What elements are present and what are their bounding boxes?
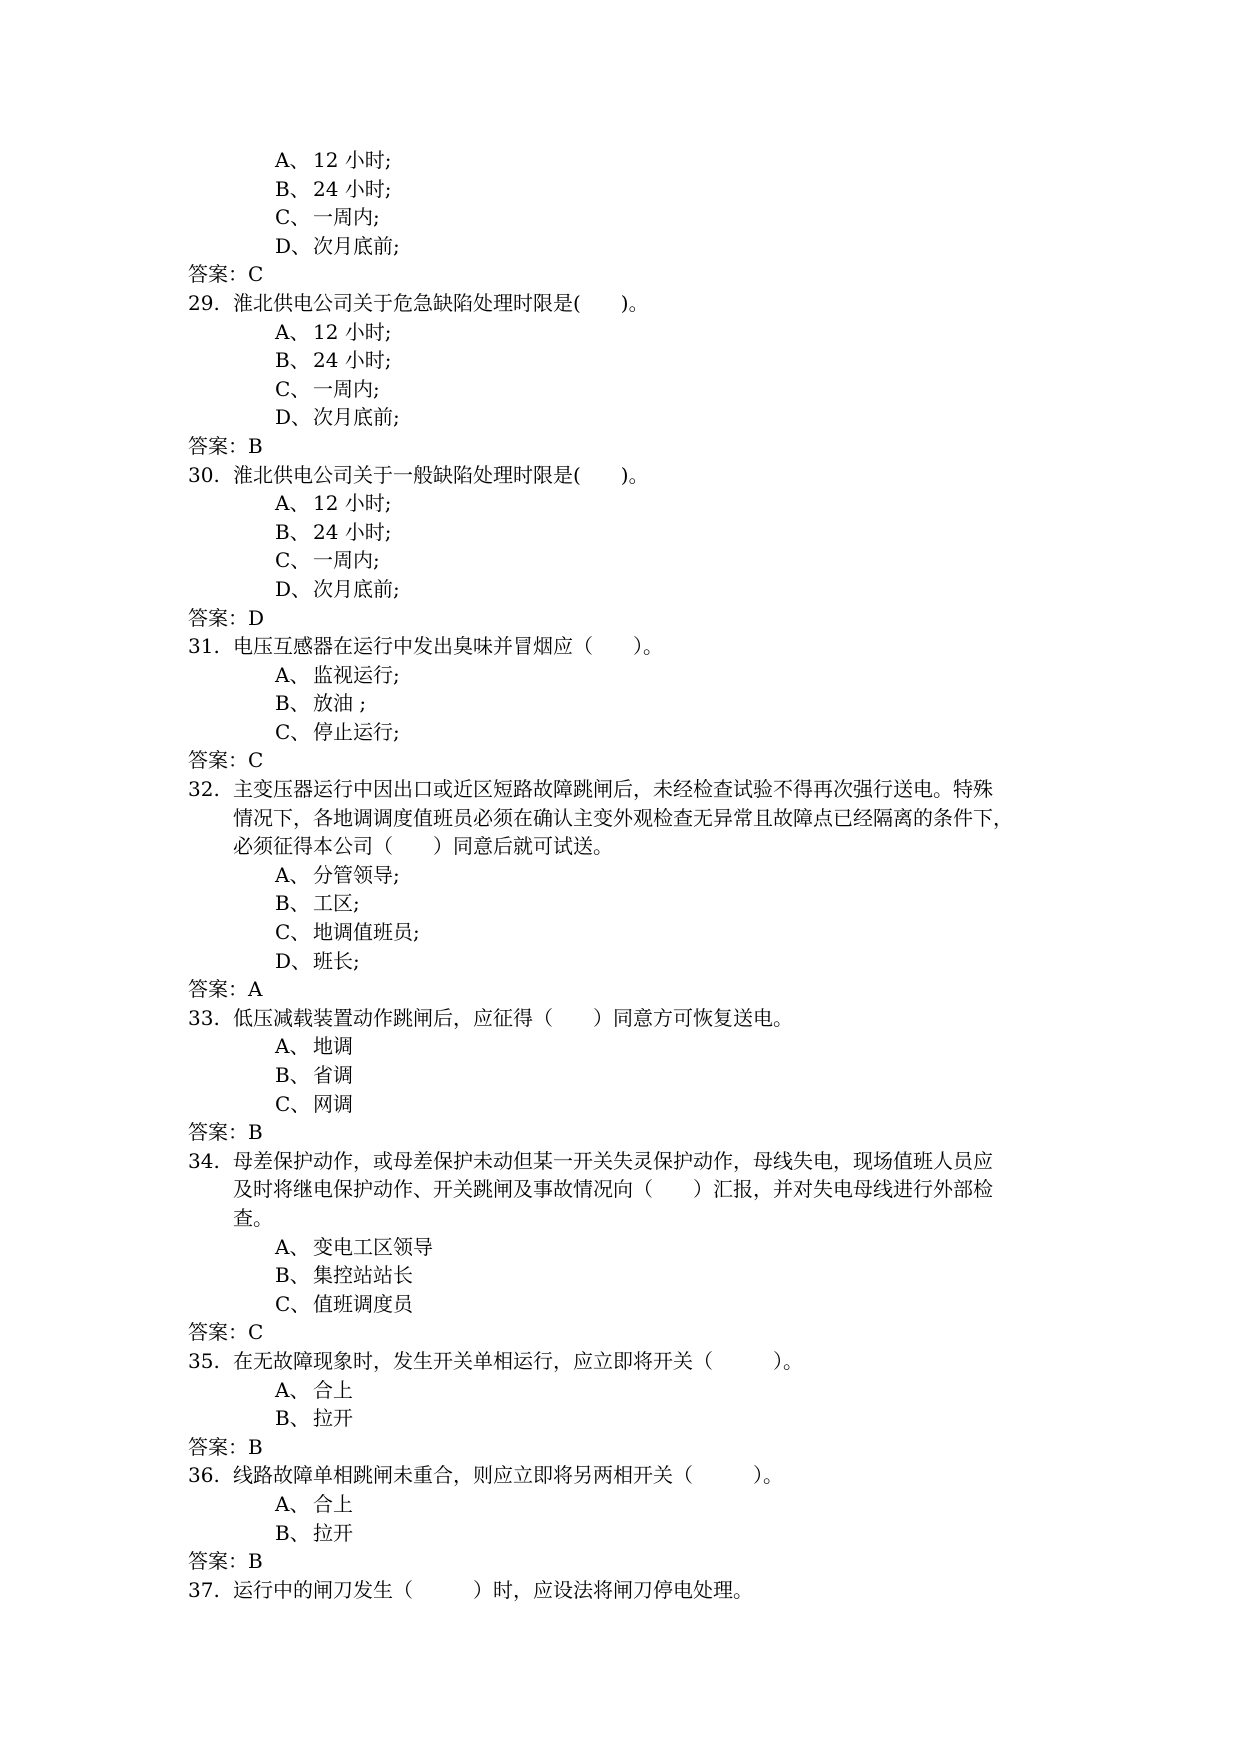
option-text: 地调 <box>313 1034 353 1059</box>
question-35 <box>0 1347 1241 1461</box>
option-line <box>0 232 1241 261</box>
option-letter: A、 <box>275 1377 310 1402</box>
question-number: 37. <box>188 1577 220 1602</box>
question-text: 运行中的闸刀发生（ ）时，应设法将闸刀停电处理。 <box>233 1577 753 1602</box>
option-text: 合上 <box>313 1377 353 1402</box>
question-text: 电压互感器在运行中发出臭味并冒烟应（ ）。 <box>233 634 663 659</box>
question-continuation: 情况下，各地调调度值班员必须在确认主变外观检查无异常且故障点已经隔离的条件下， <box>233 805 1013 830</box>
option-line <box>0 1519 1241 1548</box>
option-letter: A、 <box>275 662 310 687</box>
option-line <box>0 175 1241 204</box>
option-line <box>0 1090 1241 1119</box>
option-text: 24 小时; <box>313 176 392 201</box>
question-number: 31. <box>188 634 220 659</box>
option-letter: D、 <box>275 576 312 601</box>
option-text: 集控站站长 <box>313 1263 413 1288</box>
option-text: 值班调度员 <box>313 1291 413 1316</box>
answer-line: 答案：B <box>188 1434 263 1459</box>
option-letter: A、 <box>275 862 310 887</box>
option-letter: B、 <box>275 519 310 544</box>
option-text: 一周内; <box>313 376 380 401</box>
question-text: 母差保护动作，或母差保护未动但某一开关失灵保护动作，母线失电，现场值班人员应 <box>233 1148 993 1173</box>
question-text: 淮北供电公司关于一般缺陷处理时限是( )。 <box>233 462 649 487</box>
option-text: 次月底前; <box>313 405 400 430</box>
option-text: 12 小时; <box>313 319 392 344</box>
question-number: 34. <box>188 1148 220 1173</box>
option-text: 拉开 <box>313 1406 353 1431</box>
option-letter: A、 <box>275 491 310 516</box>
option-letter: B、 <box>275 176 310 201</box>
question-37 <box>0 1576 1241 1605</box>
option-line <box>0 689 1241 718</box>
option-line <box>0 203 1241 232</box>
option-letter: A、 <box>275 1034 310 1059</box>
option-line <box>0 1233 1241 1262</box>
question-34 <box>0 1147 1241 1347</box>
option-line <box>0 718 1241 747</box>
option-letter: C、 <box>275 1091 311 1116</box>
option-line <box>0 146 1241 175</box>
question-36 <box>0 1461 1241 1575</box>
question-line <box>0 1347 1241 1376</box>
option-text: 工区; <box>313 891 360 916</box>
question-line <box>0 775 1241 804</box>
question-number: 32. <box>188 777 220 802</box>
question-line <box>0 461 1241 490</box>
option-line <box>0 346 1241 375</box>
option-line <box>0 518 1241 547</box>
option-letter: B、 <box>275 691 310 716</box>
top-options <box>0 146 1241 260</box>
option-line <box>0 546 1241 575</box>
option-letter: C、 <box>275 548 311 573</box>
question-line <box>0 1461 1241 1490</box>
option-letter: B、 <box>275 1520 310 1545</box>
question-33 <box>0 1004 1241 1147</box>
option-text: 地调值班员; <box>313 920 420 945</box>
question-number: 35. <box>188 1348 220 1373</box>
option-letter: C、 <box>275 920 311 945</box>
question-29 <box>0 289 1241 461</box>
answer-line: 答案：B <box>188 433 263 458</box>
answer-line: 答案：C <box>188 748 264 773</box>
option-text: 合上 <box>313 1491 353 1516</box>
option-text: 省调 <box>313 1063 353 1087</box>
option-letter: B、 <box>275 891 310 916</box>
question-line <box>0 632 1241 661</box>
option-text: 24 小时; <box>313 519 392 544</box>
question-text: 在无故障现象时，发生开关单相运行，应立即将开关（ ）。 <box>233 1348 803 1373</box>
option-letter: C、 <box>275 1291 311 1316</box>
question-line <box>0 1147 1241 1176</box>
question-30 <box>0 461 1241 633</box>
option-letter: A、 <box>275 1491 310 1516</box>
option-line <box>0 318 1241 347</box>
option-text: 监视运行; <box>313 662 400 687</box>
option-letter: C、 <box>275 205 311 230</box>
question-number: 33. <box>188 1005 220 1030</box>
option-letter: D、 <box>275 405 312 430</box>
question-line <box>0 1004 1241 1033</box>
question-line <box>0 1576 1241 1605</box>
option-text: 分管领导; <box>313 862 400 887</box>
question-text: 淮北供电公司关于危急缺陷处理时限是( )。 <box>233 290 649 315</box>
option-letter: D、 <box>275 233 312 258</box>
option-line <box>0 1032 1241 1061</box>
option-letter: B、 <box>275 1263 310 1288</box>
answer-line: 答案：C <box>188 1320 264 1345</box>
option-text: 一周内; <box>313 548 380 573</box>
option-line <box>0 1290 1241 1319</box>
option-line <box>0 1404 1241 1433</box>
question-continuation: 必须征得本公司（ ）同意后就可试送。 <box>233 834 613 859</box>
option-text: 网调 <box>313 1091 353 1116</box>
option-line <box>0 1061 1241 1090</box>
answer-line: 答案：C <box>188 262 264 287</box>
option-letter: D、 <box>275 948 312 973</box>
question-number: 29. <box>188 290 220 315</box>
option-letter: A、 <box>275 319 310 344</box>
option-line <box>0 1376 1241 1405</box>
question-text: 线路故障单相跳闸未重合，则应立即将另两相开关（ ）。 <box>233 1463 783 1488</box>
question-number: 30. <box>188 462 220 487</box>
question-text: 主变压器运行中因出口或近区短路故障跳闸后，未经检查试验不得再次强行送电。特殊 <box>233 777 993 802</box>
option-text: 24 小时; <box>313 348 392 373</box>
question-line <box>0 289 1241 318</box>
option-letter: B、 <box>275 1063 310 1087</box>
option-text: 变电工区领导 <box>313 1234 433 1259</box>
answer-line: 答案：D <box>188 605 265 630</box>
option-line <box>0 889 1241 918</box>
question-31 <box>0 632 1241 775</box>
option-letter: B、 <box>275 1406 310 1431</box>
option-text: 12 小时; <box>313 148 392 172</box>
option-text: 12 小时; <box>313 491 392 516</box>
question-32 <box>0 775 1241 1004</box>
question-continuation: 及时将继电保护动作、开关跳闸及事故情况向（ ）汇报，并对失电母线进行外部检 <box>233 1177 993 1202</box>
option-letter: C、 <box>275 719 311 744</box>
option-line <box>0 918 1241 947</box>
option-text: 放油 ; <box>313 691 367 716</box>
option-line <box>0 375 1241 404</box>
option-text: 次月底前; <box>313 233 400 258</box>
option-text: 停止运行; <box>313 719 400 744</box>
option-line <box>0 861 1241 890</box>
option-line <box>0 947 1241 976</box>
option-letter: A、 <box>275 148 310 172</box>
answer-line: 答案：A <box>188 977 263 1002</box>
option-text: 拉开 <box>313 1520 353 1545</box>
option-line <box>0 661 1241 690</box>
answer-line: 答案：B <box>188 1549 263 1574</box>
option-line <box>0 489 1241 518</box>
option-line <box>0 403 1241 432</box>
option-text: 一周内; <box>313 205 380 230</box>
answer-line: 答案：B <box>188 1120 263 1145</box>
document-page <box>0 146 1241 1604</box>
option-letter: A、 <box>275 1234 310 1259</box>
option-letter: C、 <box>275 376 311 401</box>
question-number: 36. <box>188 1463 220 1488</box>
option-text: 次月底前; <box>313 576 400 601</box>
option-letter: B、 <box>275 348 310 373</box>
question-text: 低压减载装置动作跳闸后，应征得（ ）同意方可恢复送电。 <box>233 1005 793 1030</box>
option-line <box>0 1261 1241 1290</box>
option-line <box>0 1490 1241 1519</box>
question-continuation: 查。 <box>233 1205 273 1230</box>
option-line <box>0 575 1241 604</box>
option-text: 班长; <box>313 948 360 973</box>
